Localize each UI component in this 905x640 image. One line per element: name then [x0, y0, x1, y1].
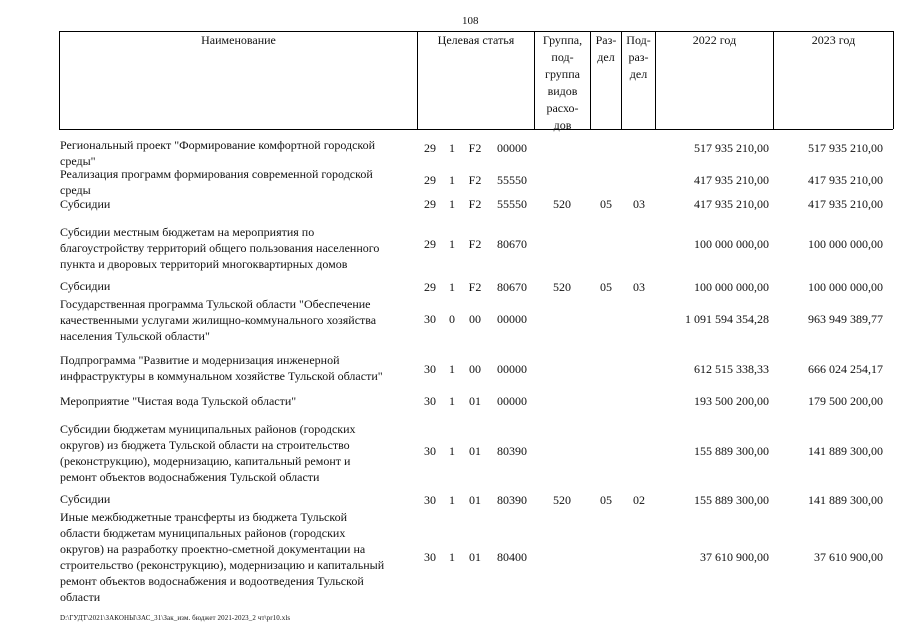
header-year2: 2023 год [811, 33, 856, 47]
cell-section: 05 [600, 197, 612, 211]
row-name [60, 196, 410, 212]
row-name-line: области [60, 590, 101, 604]
row-name-line: населения Тульской области" [60, 329, 210, 343]
cell-code-main: 01 [469, 444, 481, 458]
cell-expense-group: 520 [553, 493, 571, 507]
header-expense-group-line: группа [545, 67, 580, 81]
cell-code-main: 01 [469, 550, 481, 564]
cell-amount-2022: 155 889 300,00 [694, 444, 769, 458]
row-name-line: Субсидии [60, 279, 111, 293]
cell-expense-group: 520 [553, 197, 571, 211]
cell-amount-2022: 517 935 210,00 [694, 141, 769, 155]
cell-code-main: F2 [468, 173, 482, 187]
row-name-line: Иные межбюджетные трансферты из бюджета Тульской [60, 510, 348, 524]
row-name-line: Субсидии местным бюджетам на мероприятия по [60, 225, 315, 239]
row-name [60, 278, 410, 294]
cell-amount-2023: 100 000 000,00 [808, 237, 883, 251]
header-expense-group-line: расхо- [546, 101, 579, 115]
row-name-line: ремонт объектов водоснабжения Тульской области [60, 470, 320, 484]
page-number: 108 [462, 15, 479, 27]
cell-code-main: F2 [468, 141, 482, 155]
cell-section: 05 [600, 280, 612, 294]
cell-amount-2023: 37 610 900,00 [814, 550, 883, 564]
cell-code-subprogram: 1 [449, 493, 455, 507]
cell-code-direction: 00000 [497, 312, 527, 326]
cell-code-subprogram: 1 [449, 362, 455, 376]
header-subsection-line: раз- [628, 50, 649, 64]
cell-code-direction: 80390 [497, 444, 527, 458]
cell-amount-2022: 612 515 338,33 [694, 362, 769, 376]
header-expense-group-line: Группа, [542, 33, 583, 47]
header-expense-group-line: видов [547, 84, 578, 98]
header-year1-cell [655, 31, 773, 129]
cell-amount-2022: 100 000 000,00 [694, 280, 769, 294]
cell-code-main: 00 [469, 362, 481, 376]
cell-amount-2023: 963 949 389,77 [808, 312, 883, 326]
cell-code-direction: 00000 [497, 394, 527, 408]
cell-code-program: 30 [424, 493, 436, 507]
row-name [60, 352, 410, 384]
cell-code-program: 30 [424, 444, 436, 458]
cell-amount-2023: 100 000 000,00 [808, 280, 883, 294]
header-subsection-line: Под- [626, 33, 651, 47]
header-name-cell [59, 31, 417, 129]
row-name-line: округов) из бюджета Тульской области на строительство [60, 438, 350, 452]
header-expense-group-line: под- [551, 50, 574, 64]
row-name-line: округов) на разработку проектно-сметной документации на [60, 542, 366, 556]
row-name [60, 491, 410, 507]
cell-code-program: 29 [424, 237, 436, 251]
row-name [60, 421, 410, 485]
row-name [60, 296, 410, 344]
row-name-line: благоустройству территорий общего пользования населенного [60, 241, 380, 255]
cell-code-direction: 80670 [497, 280, 527, 294]
header-name: Наименование [201, 33, 276, 47]
cell-subsection: 03 [633, 197, 645, 211]
cell-amount-2023: 666 024 254,17 [808, 362, 883, 376]
cell-code-main: 01 [469, 394, 481, 408]
row-name-line: Реализация программ формирования современной городской [60, 167, 373, 181]
cell-subsection: 02 [633, 493, 645, 507]
cell-code-program: 30 [424, 312, 436, 326]
row-name-line: Субсидии бюджетам муниципальных районов (городских [60, 422, 356, 436]
cell-code-program: 30 [424, 550, 436, 564]
header-section-cell [590, 31, 621, 129]
cell-code-direction: 00000 [497, 362, 527, 376]
row-name-line: (реконструкцию), модернизацию, капитальный ремонт и [60, 454, 351, 468]
header-subsection-cell [621, 31, 655, 129]
cell-amount-2023: 517 935 210,00 [808, 141, 883, 155]
header-year2-cell [773, 31, 893, 129]
header-subsection-line: дел [629, 67, 648, 81]
cell-code-program: 29 [424, 197, 436, 211]
cell-amount-2022: 193 500 200,00 [694, 394, 769, 408]
cell-code-subprogram: 1 [449, 197, 455, 211]
row-name-line: области бюджетам муниципальных районов (городских [60, 526, 346, 540]
row-name-line: среды" [60, 154, 96, 168]
header-target-article-cell [417, 31, 534, 129]
cell-code-subprogram: 0 [449, 312, 455, 326]
cell-code-direction: 80390 [497, 493, 527, 507]
cell-code-subprogram: 1 [449, 173, 455, 187]
cell-code-main: F2 [468, 197, 482, 211]
cell-code-subprogram: 1 [449, 237, 455, 251]
cell-code-subprogram: 1 [449, 550, 455, 564]
header-year1: 2022 год [692, 33, 737, 47]
row-name-line: ремонт объектов водоснабжения и водоотведения Тульской [60, 574, 364, 588]
header-bottom-border [59, 129, 893, 130]
cell-amount-2023: 417 935 210,00 [808, 197, 883, 211]
header-right-border [893, 31, 894, 129]
cell-code-main: 00 [469, 312, 481, 326]
row-name-line: Региональный проект "Формирование комфортной городской [60, 138, 376, 152]
row-name-line: Субсидии [60, 492, 111, 506]
file-path-footer: D:\ГУДТ\2021\ЗАКОНЫ\ЗАС_31\Зак_изм. бюджет 2021-2023_2 чт\pr10.xls [60, 614, 291, 622]
cell-amount-2023: 141 889 300,00 [808, 493, 883, 507]
cell-code-program: 29 [424, 173, 436, 187]
cell-code-program: 30 [424, 394, 436, 408]
cell-code-main: F2 [468, 280, 482, 294]
cell-amount-2022: 417 935 210,00 [694, 197, 769, 211]
row-name-line: качественными услугами жилищно-коммунального хозяйства [60, 313, 377, 327]
row-name-line: Субсидии [60, 197, 111, 211]
cell-code-direction: 00000 [497, 141, 527, 155]
row-name-line: среды [60, 183, 91, 197]
row-name [60, 509, 410, 605]
cell-amount-2022: 155 889 300,00 [694, 493, 769, 507]
row-name [60, 224, 410, 272]
row-name-line: строительство (реконструкцию), модернизацию и капитальный [60, 558, 385, 572]
cell-code-program: 30 [424, 362, 436, 376]
cell-code-subprogram: 1 [449, 141, 455, 155]
row-name-line: Подпрограмма "Развитие и модернизация инженерной [60, 353, 340, 367]
cell-subsection: 03 [633, 280, 645, 294]
cell-amount-2023: 179 500 200,00 [808, 394, 883, 408]
cell-expense-group: 520 [553, 280, 571, 294]
cell-code-subprogram: 1 [449, 444, 455, 458]
row-name-line: Государственная программа Тульской области "Обеспечение [60, 297, 371, 311]
cell-code-direction: 55550 [497, 173, 527, 187]
header-target-article: Целевая статья [437, 33, 515, 47]
cell-amount-2023: 417 935 210,00 [808, 173, 883, 187]
cell-code-main: F2 [468, 237, 482, 251]
row-name-line: пункта и дворовых территорий многоквартирных домов [60, 257, 348, 271]
cell-code-subprogram: 1 [449, 394, 455, 408]
cell-amount-2022: 1 091 594 354,28 [685, 312, 769, 326]
header-expense-group-cell [534, 31, 590, 132]
header-section-line: дел [597, 50, 615, 64]
cell-amount-2022: 417 935 210,00 [694, 173, 769, 187]
cell-code-subprogram: 1 [449, 280, 455, 294]
header-expense-group-line: дов [553, 118, 572, 132]
cell-amount-2023: 141 889 300,00 [808, 444, 883, 458]
row-name-line: Мероприятие "Чистая вода Тульской области" [60, 394, 297, 408]
row-name [60, 166, 410, 198]
row-name [60, 393, 410, 409]
header-section-line: Раз- [595, 33, 617, 47]
cell-section: 05 [600, 493, 612, 507]
row-name-line: инфраструктуры в коммунальном хозяйстве Тульской области" [60, 369, 383, 383]
cell-code-direction: 55550 [497, 197, 527, 211]
cell-code-program: 29 [424, 280, 436, 294]
cell-amount-2022: 37 610 900,00 [700, 550, 769, 564]
cell-amount-2022: 100 000 000,00 [694, 237, 769, 251]
cell-code-direction: 80400 [497, 550, 527, 564]
cell-code-direction: 80670 [497, 237, 527, 251]
cell-code-main: 01 [469, 493, 481, 507]
row-name [60, 137, 410, 169]
cell-code-program: 29 [424, 141, 436, 155]
